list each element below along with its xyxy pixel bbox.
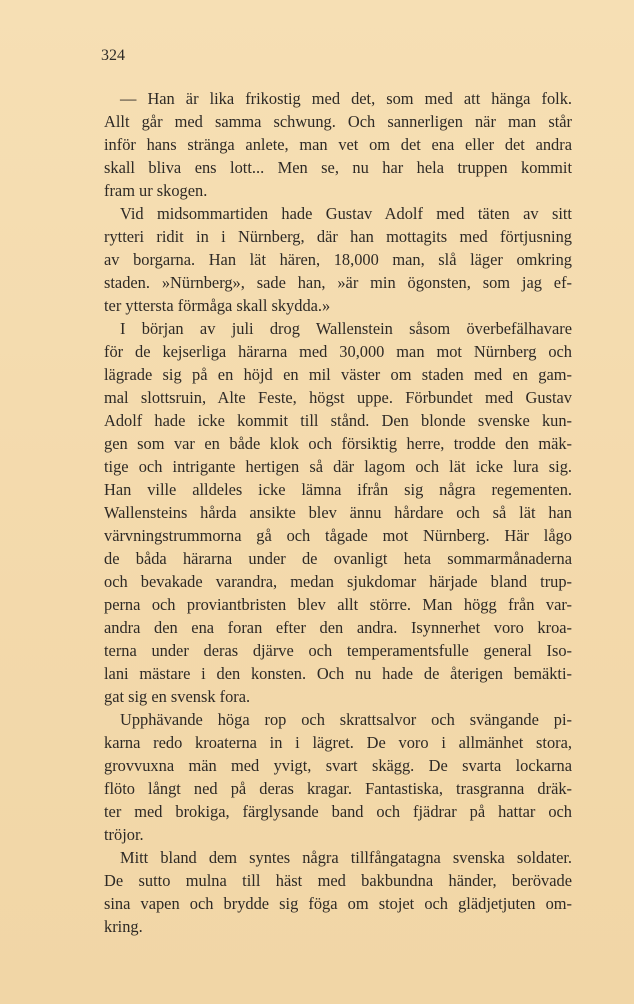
text-line: perna och proviantbristen blev allt större. Man högg från var- bbox=[104, 595, 572, 614]
text-line: de båda härarna under de ovanligt heta sommarmånaderna bbox=[104, 549, 572, 568]
text-line: ter yttersta förmåga skall skydda.» bbox=[104, 296, 331, 315]
paragraph-4 bbox=[104, 708, 572, 846]
text-line: Upphävande höga rop och skrattsalvor och svängande pi- bbox=[120, 710, 572, 729]
page-number: 324 bbox=[101, 47, 125, 64]
text-line: I början av juli drog Wallenstein såsom överbefälhavare bbox=[120, 319, 572, 338]
text-line: för de kejserliga härarna med 30,000 man mot Nürnberg och bbox=[104, 342, 572, 361]
text-line: Vid midsommartiden hade Gustav Adolf med täten av sitt bbox=[120, 204, 572, 223]
text-line: grovvuxna män med yvigt, svart skägg. De svarta lockarna bbox=[104, 756, 572, 775]
text-line: kring. bbox=[104, 917, 143, 936]
text-line: rytteri ridit in i Nürnberg, där han mottagits med förtjusning bbox=[104, 227, 572, 246]
text-line: värvningstrummorna gå och tågade mot Nürnberg. Här lågo bbox=[104, 526, 572, 545]
text-line: fram ur skogen. bbox=[104, 181, 208, 200]
text-line: — Han är lika frikostig med det, som med att hänga folk. bbox=[120, 89, 572, 108]
paragraph-2 bbox=[104, 202, 572, 317]
text-line: karna redo kroaterna in i lägret. De voro i allmänhet stora, bbox=[104, 733, 572, 752]
text-line: lägrade sig på en höjd en mil väster om staden med en gam- bbox=[104, 365, 572, 384]
text-line: De sutto mulna till häst med bakbundna händer, berövade bbox=[104, 871, 572, 890]
text-line: flöto långt ned på deras kragar. Fantastiska, trasgranna dräk- bbox=[104, 779, 572, 798]
body-text bbox=[104, 87, 572, 938]
text-line: Adolf hade icke kommit till stånd. Den blonde svenske kun- bbox=[104, 411, 572, 430]
text-line: sina vapen och brydde sig föga om stojet och glädjetjuten om- bbox=[104, 894, 572, 913]
text-line: gat sig en svensk fora. bbox=[104, 687, 251, 706]
text-line: Wallensteins hårda ansikte blev ännu hårdare och så lät han bbox=[104, 503, 572, 522]
text-line: tige och intrigante hertigen så där lagom och lät icke lura sig. bbox=[104, 457, 572, 476]
text-line: mal slottsruin, Alte Feste, högst uppe. Förbundet med Gustav bbox=[104, 388, 572, 407]
text-line: skall bliva ens lott... Men se, nu har hela truppen kommit bbox=[104, 158, 572, 177]
paragraph-3 bbox=[104, 317, 572, 708]
text-line: andra den ena foran efter den andra. Isynnerhet voro kroa- bbox=[104, 618, 572, 637]
text-line: staden. »Nürnberg», sade han, »är min ögonsten, som jag ef- bbox=[104, 273, 572, 292]
text-line: gen som var en både klok och försiktig herre, trodde den mäk- bbox=[104, 434, 572, 453]
text-line: tröjor. bbox=[104, 825, 144, 844]
text-line: Mitt bland dem syntes några tillfångatagna svenska soldater. bbox=[120, 848, 572, 867]
text-line: Allt går med samma schwung. Och sannerligen när man står bbox=[104, 112, 572, 131]
text-line: Han ville alldeles icke lämna ifrån sig några regementen. bbox=[104, 480, 572, 499]
paragraph-5 bbox=[104, 846, 572, 938]
text-line: inför hans stränga anlete, man vet om det ena eller det andra bbox=[104, 135, 572, 154]
text-line: terna under deras djärve och temperamentsfulle general Iso- bbox=[104, 641, 572, 660]
text-line: av borgarna. Han lät hären, 18,000 man, slå läger omkring bbox=[104, 250, 572, 269]
paragraph-1 bbox=[104, 87, 572, 202]
text-line: och bevakade varandra, medan sjukdomar härjade bland trup- bbox=[104, 572, 572, 591]
text-line: ter med brokiga, färglysande band och fjädrar på hattar och bbox=[104, 802, 572, 821]
text-line: lani mästare i den konsten. Och nu hade de återigen bemäkti- bbox=[104, 664, 572, 683]
